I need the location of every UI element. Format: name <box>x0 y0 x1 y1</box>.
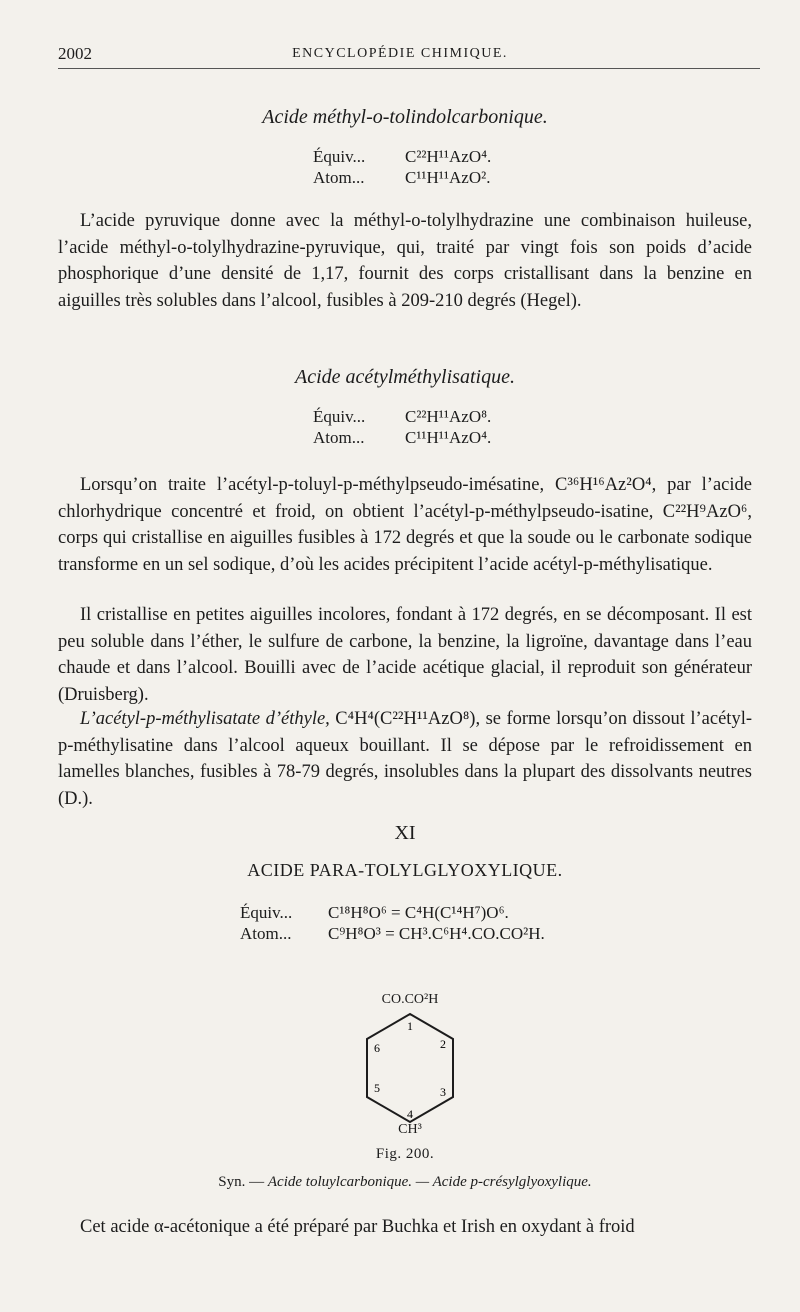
paragraph-ethyl-ester <box>58 706 752 812</box>
section-number: XI <box>394 822 416 844</box>
figure-caption: Fig. 200. <box>375 1146 435 1162</box>
position-1-label: 1 <box>407 1019 413 1033</box>
formula-block-1 <box>313 146 491 188</box>
section-title-acetylmethylisatique: Acide acétylméthylisatique. <box>295 366 515 388</box>
synonyms-text: Acide toluylcarbonique. — Acide p-crésylglyoxylique. <box>267 1174 592 1190</box>
hexagon-diagram <box>330 1008 490 1138</box>
section-title-para-tolylglyoxylique: ACIDE PARA-TOLYLGLYOXYLIQUE. <box>247 860 563 880</box>
equiv-label: Équiv... <box>313 407 366 426</box>
position-3-label: 3 <box>440 1085 446 1099</box>
bottom-substituent: CH³ <box>398 1122 422 1137</box>
ethyl-ester-name: L’acétyl-p-méthylisatate d’éthyle, <box>80 709 330 729</box>
position-4-label: 4 <box>407 1107 413 1121</box>
equiv-label: Équiv... <box>313 147 366 166</box>
equiv-label: Équiv... <box>240 903 293 922</box>
synonyms-line <box>58 1174 752 1191</box>
running-title: ENCYCLOPÉDIE CHIMIQUE. <box>292 46 508 61</box>
paragraph-buchka-irish: Cet acide α-acétonique a été préparé par Buchka et Irish en oxydant à froid <box>80 1217 635 1237</box>
formula-block-3 <box>240 902 545 944</box>
paragraph-preparation: Lorsqu’on traite l’acétyl-p-toluyl-p-méthylpseudo-imésatine, C³⁶H¹⁶Az²O⁴, par l’acide chlorhydrique concentré et froid, on obtient l’acétyl-p-méthylpseudo-isatine, C²²H⁹AzO⁶, corps qui cristallise en aiguilles fusibles à 172 degrés et que la soude ou le carbonate sodique transforme en un sel sodique, d’où les acides précipitent l’acide acétyl-p-méthylisatique. <box>58 475 752 575</box>
atom-formula: C¹¹H¹¹AzO². <box>405 168 491 187</box>
section-title-methyl-tolindolcarbonique: Acide méthyl-o-tolindolcarbonique. <box>262 106 548 128</box>
equiv-formula: C²²H¹¹AzO⁸. <box>405 407 492 426</box>
position-5-label: 5 <box>374 1081 380 1095</box>
formula-block-2 <box>313 406 491 448</box>
position-6-label: 6 <box>374 1041 380 1055</box>
position-2-label: 2 <box>440 1037 446 1051</box>
atom-label: Atom... <box>313 168 365 187</box>
atom-formula: C¹¹H¹¹AzO⁴. <box>405 428 492 447</box>
page-header <box>0 44 800 68</box>
header-rule <box>58 68 760 69</box>
benzene-ring-figure <box>330 992 490 1142</box>
top-substituent: CO.CO²H <box>381 992 439 1007</box>
equiv-formula: C¹⁸H⁸O⁶ = C⁴H(C¹⁴H⁷)O⁶. <box>328 903 509 922</box>
equiv-formula: C²²H¹¹AzO⁴. <box>405 147 492 166</box>
paragraph-pyruvique: L’acide pyruvique donne avec la méthyl-o-tolylhydrazine une combinaison huileuse, l’acide méthyl-o-tolylhydrazine-pyruvique, qui, traité par vingt fois son poids d’acide phosphorique d’une densité de 1,17, fournit des corps cristallisant dans la benzine en aiguilles très solubles dans l’alcool, fusibles à 209-210 degrés (Hegel). <box>58 211 752 311</box>
paragraph-properties: Il cristallise en petites aiguilles incolores, fondant à 172 degrés, en se décomposant. Il est peu soluble dans l’éther, le sulfure de carbone, la benzine, la ligroïne, davantage dans l’eau chaude et dans l’alcool. Bouilli avec de l’acide acétique glacial, il reproduit son générateur (Druisberg). <box>58 605 752 705</box>
ethyl-ester-text: C⁴H⁴(C²²H¹¹AzO⁸), se forme lorsqu’on dissout l’acétyl-p-méthylisatine dans l’alcool aqueux bouillant. Il se dépose par le refroidissement en lamelles blanches, fusibles à 78-79 degrés, insolubles dans la plupart des dissolvants neutres (D.). <box>58 709 752 809</box>
atom-label: Atom... <box>313 428 365 447</box>
page-number: 2002 <box>58 44 92 63</box>
synonyms-label: Syn. — <box>218 1174 265 1190</box>
atom-label: Atom... <box>240 924 292 943</box>
atom-formula: C⁹H⁸O³ = CH³.C⁶H⁴.CO.CO²H. <box>328 924 545 943</box>
